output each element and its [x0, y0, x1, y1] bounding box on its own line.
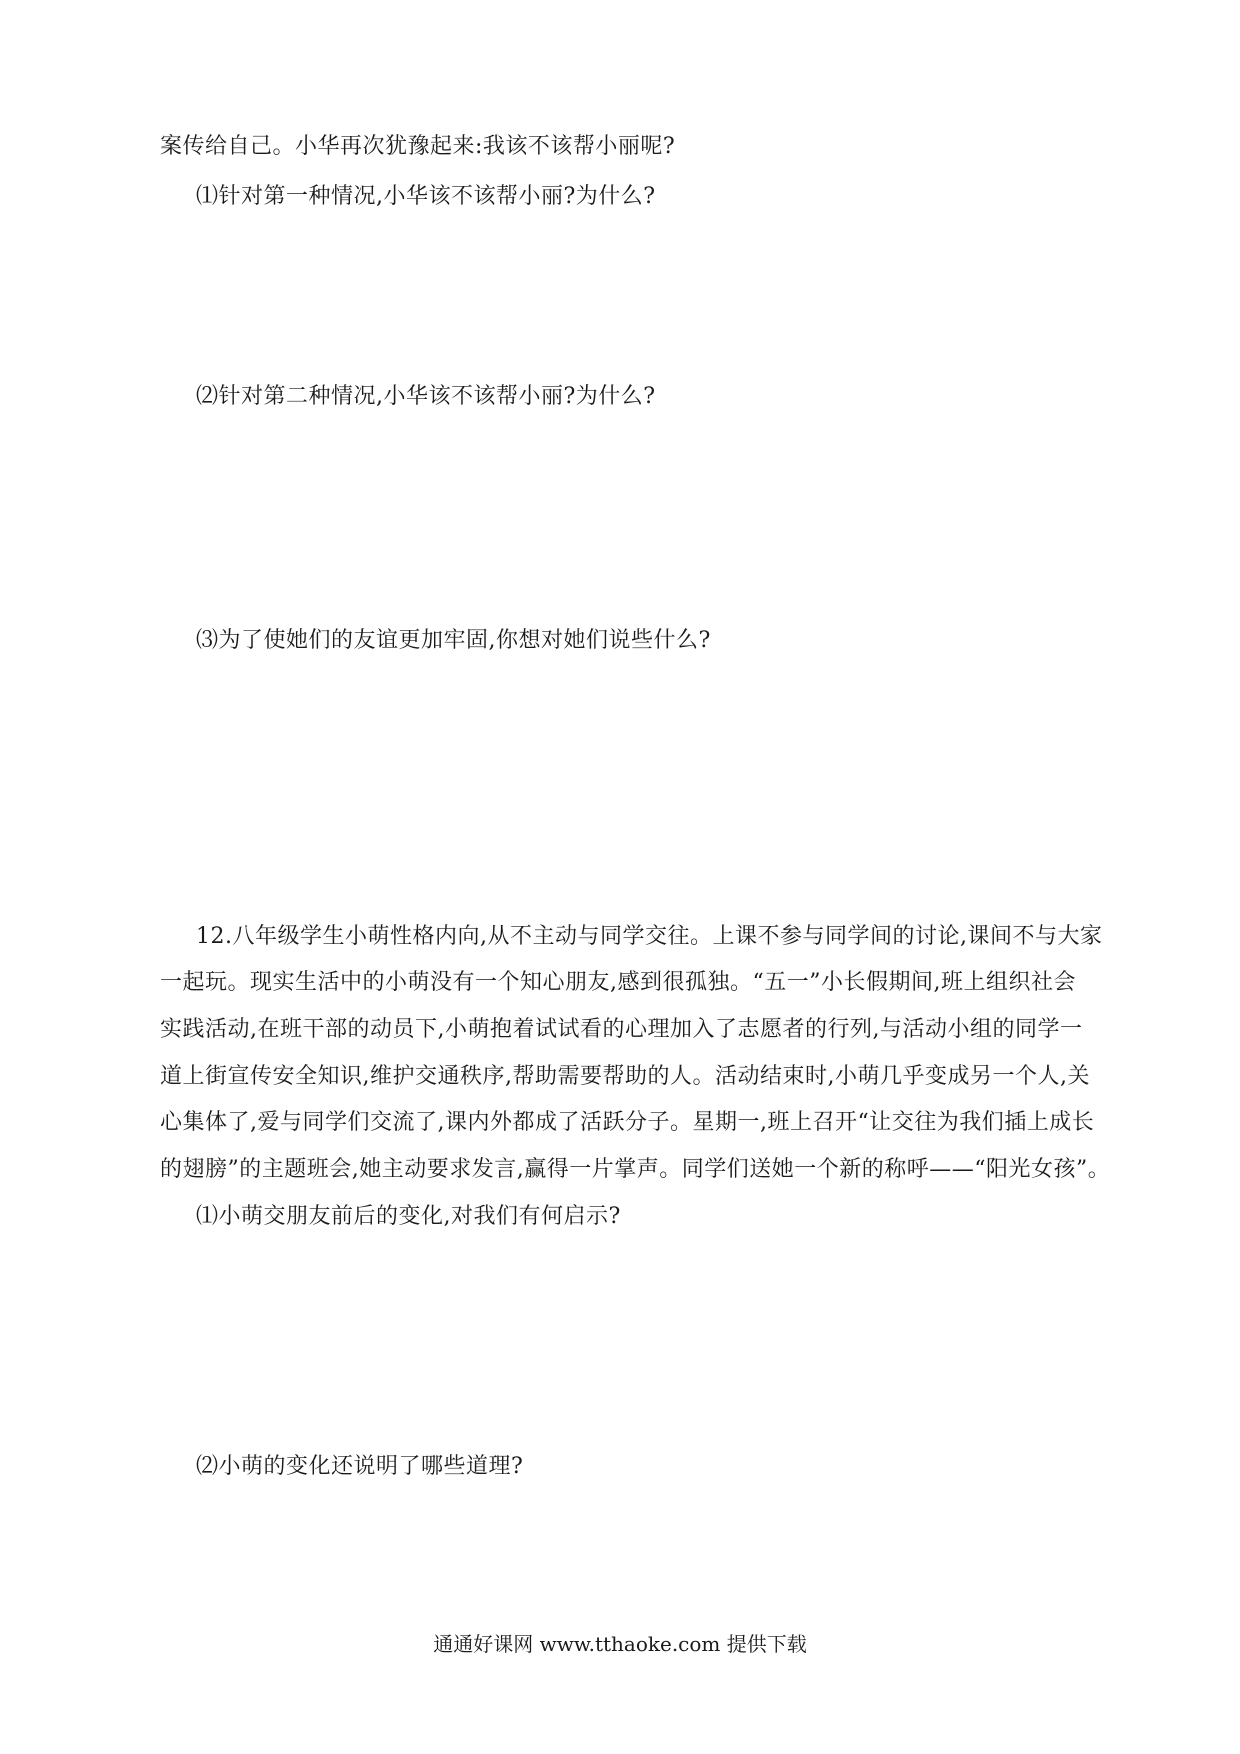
question-12-line: 一起玩。现实生活中的小萌没有一个知心朋友,感到很孤独。“五一”小长假期间,班上组织社会: [160, 970, 1076, 995]
question-12-sub-1: ⑴小萌交朋友前后的变化,对我们有何启示?: [196, 1204, 621, 1229]
paragraph-continuation: 案传给自己。小华再次犹豫起来:我该不该帮小丽呢?: [160, 134, 676, 159]
question-12-line: 12.八年级学生小萌性格内向,从不主动与同学交往。上课不参与同学间的讨论,课间不与大家: [196, 924, 1103, 949]
question-11-sub-1: ⑴针对第一种情况,小华该不该帮小丽?为什么?: [196, 184, 656, 209]
question-11-sub-2: ⑵针对第二种情况,小华该不该帮小丽?为什么?: [196, 384, 656, 409]
question-12-line: 的翅膀”的主题班会,她主动要求发言,赢得一片掌声。同学们送她一个新的称呼——“阳光女孩”。: [160, 1157, 1111, 1182]
question-12-line: 心集体了,爱与同学们交流了,课内外都成了活跃分子。星期一,班上召开“让交往为我们插上成长: [160, 1110, 1095, 1135]
question-11-sub-3: ⑶为了使她们的友谊更加牢固,你想对她们说些什么?: [196, 628, 711, 653]
question-12-sub-2: ⑵小萌的变化还说明了哪些道理?: [196, 1454, 524, 1479]
question-12-line: 道上街宣传安全知识,维护交通秩序,帮助需要帮助的人。活动结束时,小萌几乎变成另一个人,关: [160, 1064, 1090, 1089]
question-12-line: 实践活动,在班干部的动员下,小萌抱着试试看的心理加入了志愿者的行列,与活动小组的同学一: [160, 1017, 1083, 1042]
page-footer: 通通好课网 www.tthaoke.com 提供下载: [433, 1632, 807, 1656]
